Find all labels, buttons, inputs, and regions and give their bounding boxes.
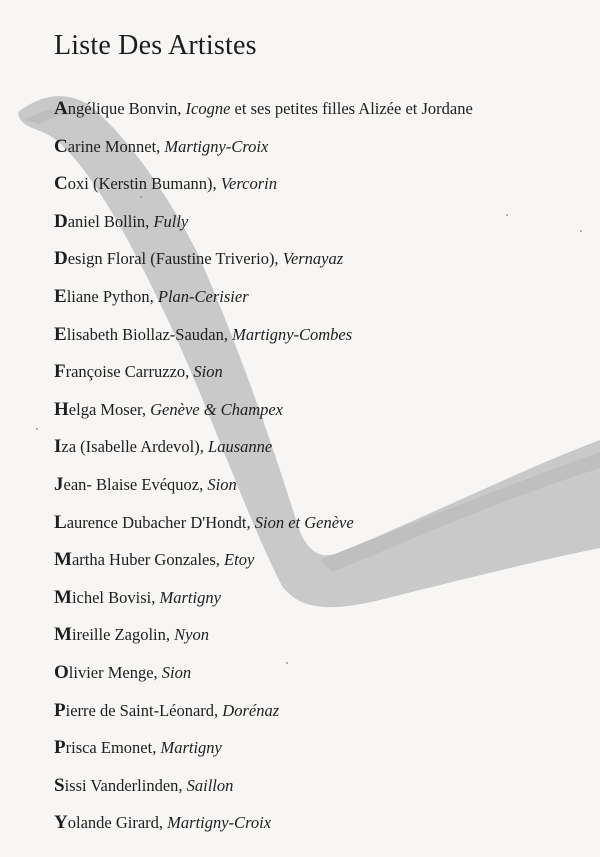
artist-location: Vercorin: [220, 174, 278, 194]
artist-entry: [54, 735, 473, 773]
artist-initial: O: [54, 661, 69, 683]
artist-entry: [54, 209, 473, 247]
artist-name: aniel Bollin,: [67, 211, 154, 231]
artist-location: Martigny-Croix: [164, 136, 269, 156]
artist-name: lisabeth Biollaz-Saudan,: [66, 324, 233, 344]
artist-name: rançoise Carruzzo,: [65, 362, 194, 382]
artist-name: risca Emonet,: [65, 738, 161, 758]
artist-name: livier Menge,: [68, 662, 162, 682]
artist-location: Sion: [193, 362, 223, 382]
artist-location: Icogne: [185, 99, 231, 118]
artist-entry: [54, 773, 473, 811]
artist-name: ichel Bovisi,: [71, 587, 160, 607]
artist-entry: [54, 622, 473, 660]
artist-entry: [54, 359, 473, 397]
artist-initial: C: [54, 135, 68, 157]
artist-entry: [54, 472, 473, 510]
artist-initial: M: [54, 586, 72, 608]
artist-name: ierre de Saint-Léonard,: [65, 700, 223, 720]
artist-initial: D: [54, 210, 68, 232]
artist-entry: [54, 284, 473, 322]
artist-name: elga Moser,: [68, 399, 151, 419]
paper-speck: [36, 428, 38, 430]
artist-initial: E: [54, 285, 67, 307]
paper-speck: [580, 230, 582, 232]
artist-entry: [54, 246, 473, 284]
artist-initial: M: [54, 624, 72, 646]
artist-location: Sion: [161, 662, 192, 682]
artist-entry: [54, 585, 473, 623]
artist-name: ireille Zagolin,: [71, 625, 175, 645]
artist-initial: L: [54, 511, 67, 533]
artist-location: Fully: [153, 211, 189, 231]
artist-entry: [54, 397, 473, 435]
artist-location: Saillon: [186, 775, 234, 795]
artist-initial: P: [54, 699, 66, 721]
artist-note: et ses petites filles Alizée et Jordane: [230, 99, 473, 118]
artist-name: olande Girard,: [67, 813, 168, 833]
artist-location: Sion et Genève: [254, 512, 354, 532]
artist-location: Genève & Champex: [150, 399, 284, 419]
artist-entry: [54, 510, 473, 548]
artist-name: za (Isabelle Ardevol),: [61, 437, 209, 457]
artist-initial: C: [54, 173, 68, 195]
artist-initial: Y: [54, 812, 68, 834]
artist-name: liane Python,: [66, 286, 158, 306]
artist-list: [54, 96, 473, 848]
artist-entry: [54, 171, 473, 209]
artist-name: oxi (Kerstin Bumann),: [67, 174, 221, 194]
artist-entry: [54, 660, 473, 698]
artist-initial: I: [54, 436, 62, 458]
artist-name: esign Floral (Faustine Triverio),: [67, 249, 283, 269]
artist-entry: [54, 547, 473, 585]
artist-initial: M: [54, 549, 72, 571]
artist-location: Martigny-Croix: [167, 813, 272, 833]
artist-name: aurence Dubacher D'Hondt,: [66, 512, 255, 532]
artist-entry: [54, 134, 473, 172]
artist-entry: [54, 96, 473, 134]
artist-initial: D: [54, 248, 68, 270]
artist-entry: [54, 698, 473, 736]
artist-initial: J: [54, 473, 64, 495]
artist-location: Nyon: [174, 625, 209, 645]
artist-location: Plan-Cerisier: [157, 286, 249, 306]
artist-location: Sion: [207, 474, 237, 494]
artist-entry: [54, 322, 473, 360]
artist-entry: [54, 434, 473, 472]
artist-name: ngélique Bonvin,: [67, 99, 186, 118]
artist-location: Martigny: [160, 738, 222, 758]
artist-name: issi Vanderlinden,: [64, 775, 187, 795]
artist-location: Martigny: [159, 587, 221, 607]
artist-initial: A: [54, 98, 68, 119]
paper-speck: [506, 214, 508, 216]
artist-location: Lausanne: [208, 437, 273, 457]
artist-initial: E: [54, 323, 67, 345]
artist-initial: F: [54, 361, 66, 383]
page-title: Liste Des Artistes: [54, 30, 257, 61]
artist-location: Dorénaz: [222, 700, 280, 720]
artist-name: ean- Blaise Evéquoz,: [63, 474, 208, 494]
artist-name: artha Huber Gonzales,: [71, 550, 225, 570]
artist-location: Martigny-Combes: [232, 324, 353, 344]
artist-initial: P: [54, 737, 66, 759]
artist-name: arine Monnet,: [67, 136, 165, 156]
artist-initial: S: [54, 774, 65, 796]
artist-entry: [54, 810, 473, 848]
artist-location: Vernayaz: [282, 249, 344, 269]
artist-initial: H: [54, 398, 69, 420]
artist-location: Etoy: [224, 550, 255, 570]
